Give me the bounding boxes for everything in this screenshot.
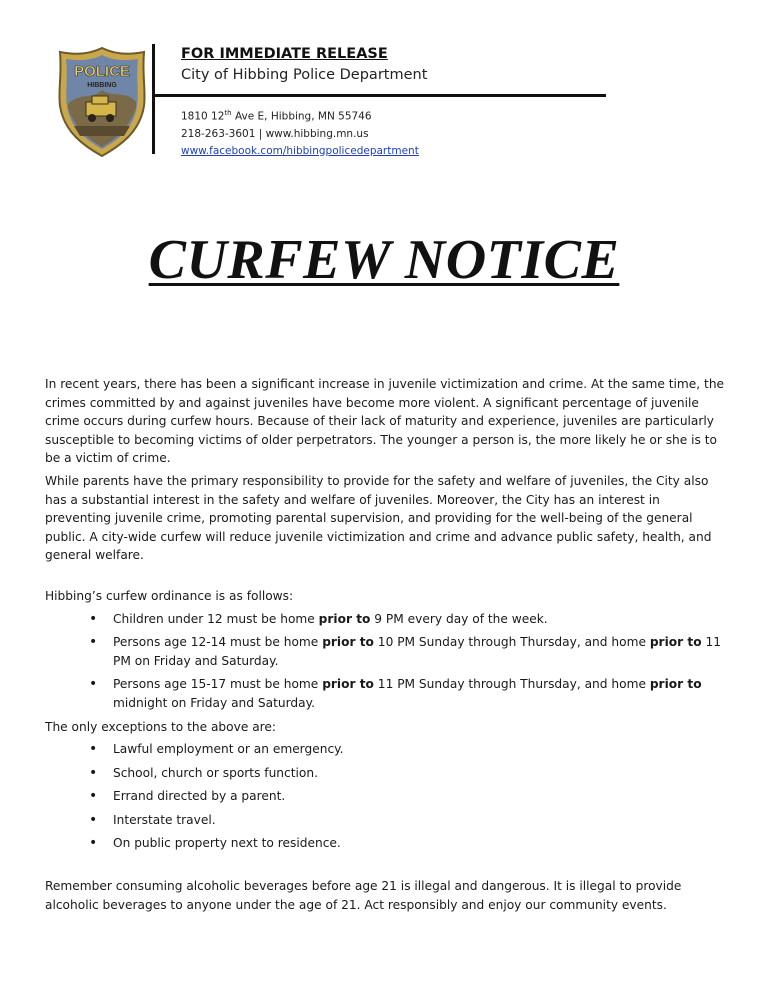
intro-paragraph-1: In recent years, there has been a significant increase in juvenile victimization and crime. At the same time, the crimes committed by and against juveniles have become more violent. A significant percentage of juvenile crime occurs during curfew hours. Because of their lack of maturity and experience, juveniles are particularly susceptible to becoming victims of older perpetrators. The younger a person is, the more likely he or she is to be a victim of crime. <box>45 377 725 466</box>
rule-text: Persons age 15-17 must be home <box>113 677 323 692</box>
header-horizontal-rule <box>154 94 606 97</box>
address-street: Ave E, Hibbing, MN 55746 <box>231 110 372 123</box>
facebook-link[interactable]: www.facebook.com/hibbingpolicedepartment <box>181 144 419 157</box>
list-item: • Errand directed by a parent. <box>45 787 729 806</box>
rule-text: 10 PM Sunday through Thursday, and home <box>373 635 650 650</box>
list-item <box>45 675 729 712</box>
rule-text: 11 PM Sunday through Thursday, and home <box>373 677 650 692</box>
contact-block <box>181 105 419 160</box>
address-number: 1810 12 <box>181 110 225 123</box>
list-item <box>45 610 729 629</box>
address-suffix: th <box>224 109 232 117</box>
notice-title: CURFEW NOTICE <box>148 229 620 291</box>
police-badge-logo <box>56 46 148 158</box>
badge-city-text: HIBBING <box>87 82 117 89</box>
rule-text: Persons age 12-14 must be home <box>113 635 323 650</box>
notice-title-block <box>0 228 768 292</box>
badge-top-text: POLICE <box>74 63 130 80</box>
release-heading: FOR IMMEDIATE RELEASE <box>181 46 388 62</box>
rule-text: Children under 12 must be home <box>113 611 319 626</box>
rule-emphasis: prior to <box>318 611 371 626</box>
rule-emphasis: prior to <box>322 635 374 650</box>
intro-paragraph-2: While parents have the primary responsibility to provide for the safety and welfare of juveniles, the City also has a substantial interest in the safety and welfare of juveniles. Moreover, the City has an interest in preventing juvenile crime, promoting parental supervision, and providing for the well-being of the general public. A city-wide curfew will reduce juvenile victimization and crime and advance public safety, health, and general welfare. <box>45 473 712 563</box>
rule-emphasis: prior to <box>649 677 702 692</box>
rule-text: 9 PM every day of the week. <box>370 611 548 626</box>
notice-body <box>45 375 729 914</box>
rule-emphasis: prior to <box>649 635 702 650</box>
header-vertical-rule <box>152 44 155 154</box>
exceptions-list <box>45 740 729 853</box>
rule-text: 11 PM on Friday and Saturday. <box>113 635 721 668</box>
curfew-rules-list <box>45 610 729 713</box>
rule-text: midnight on Friday and Saturday. <box>113 695 315 710</box>
closing-paragraph: Remember consuming alcoholic beverages before age 21 is illegal and dangerous. It is illegal to provide alcoholic beverages to anyone under the age of 21. Act responsibly and enjoy our community events. <box>45 879 682 912</box>
list-item: • On public property next to residence. <box>45 834 729 853</box>
ordinance-lead: Hibbing’s curfew ordinance is as follows: <box>45 588 294 603</box>
rule-emphasis: prior to <box>322 677 374 692</box>
department-name: City of Hibbing Police Department <box>181 67 428 83</box>
address-line <box>181 105 419 126</box>
list-item: • Interstate travel. <box>45 811 729 830</box>
exceptions-lead: The only exceptions to the above are: <box>45 719 277 734</box>
list-item <box>45 633 729 670</box>
phone-web-line: 218-263-3601 | www.hibbing.mn.us <box>181 127 369 140</box>
list-item: • School, church or sports function. <box>45 764 729 783</box>
list-item: • Lawful employment or an emergency. <box>45 740 729 759</box>
badge-shield-icon <box>56 46 148 158</box>
